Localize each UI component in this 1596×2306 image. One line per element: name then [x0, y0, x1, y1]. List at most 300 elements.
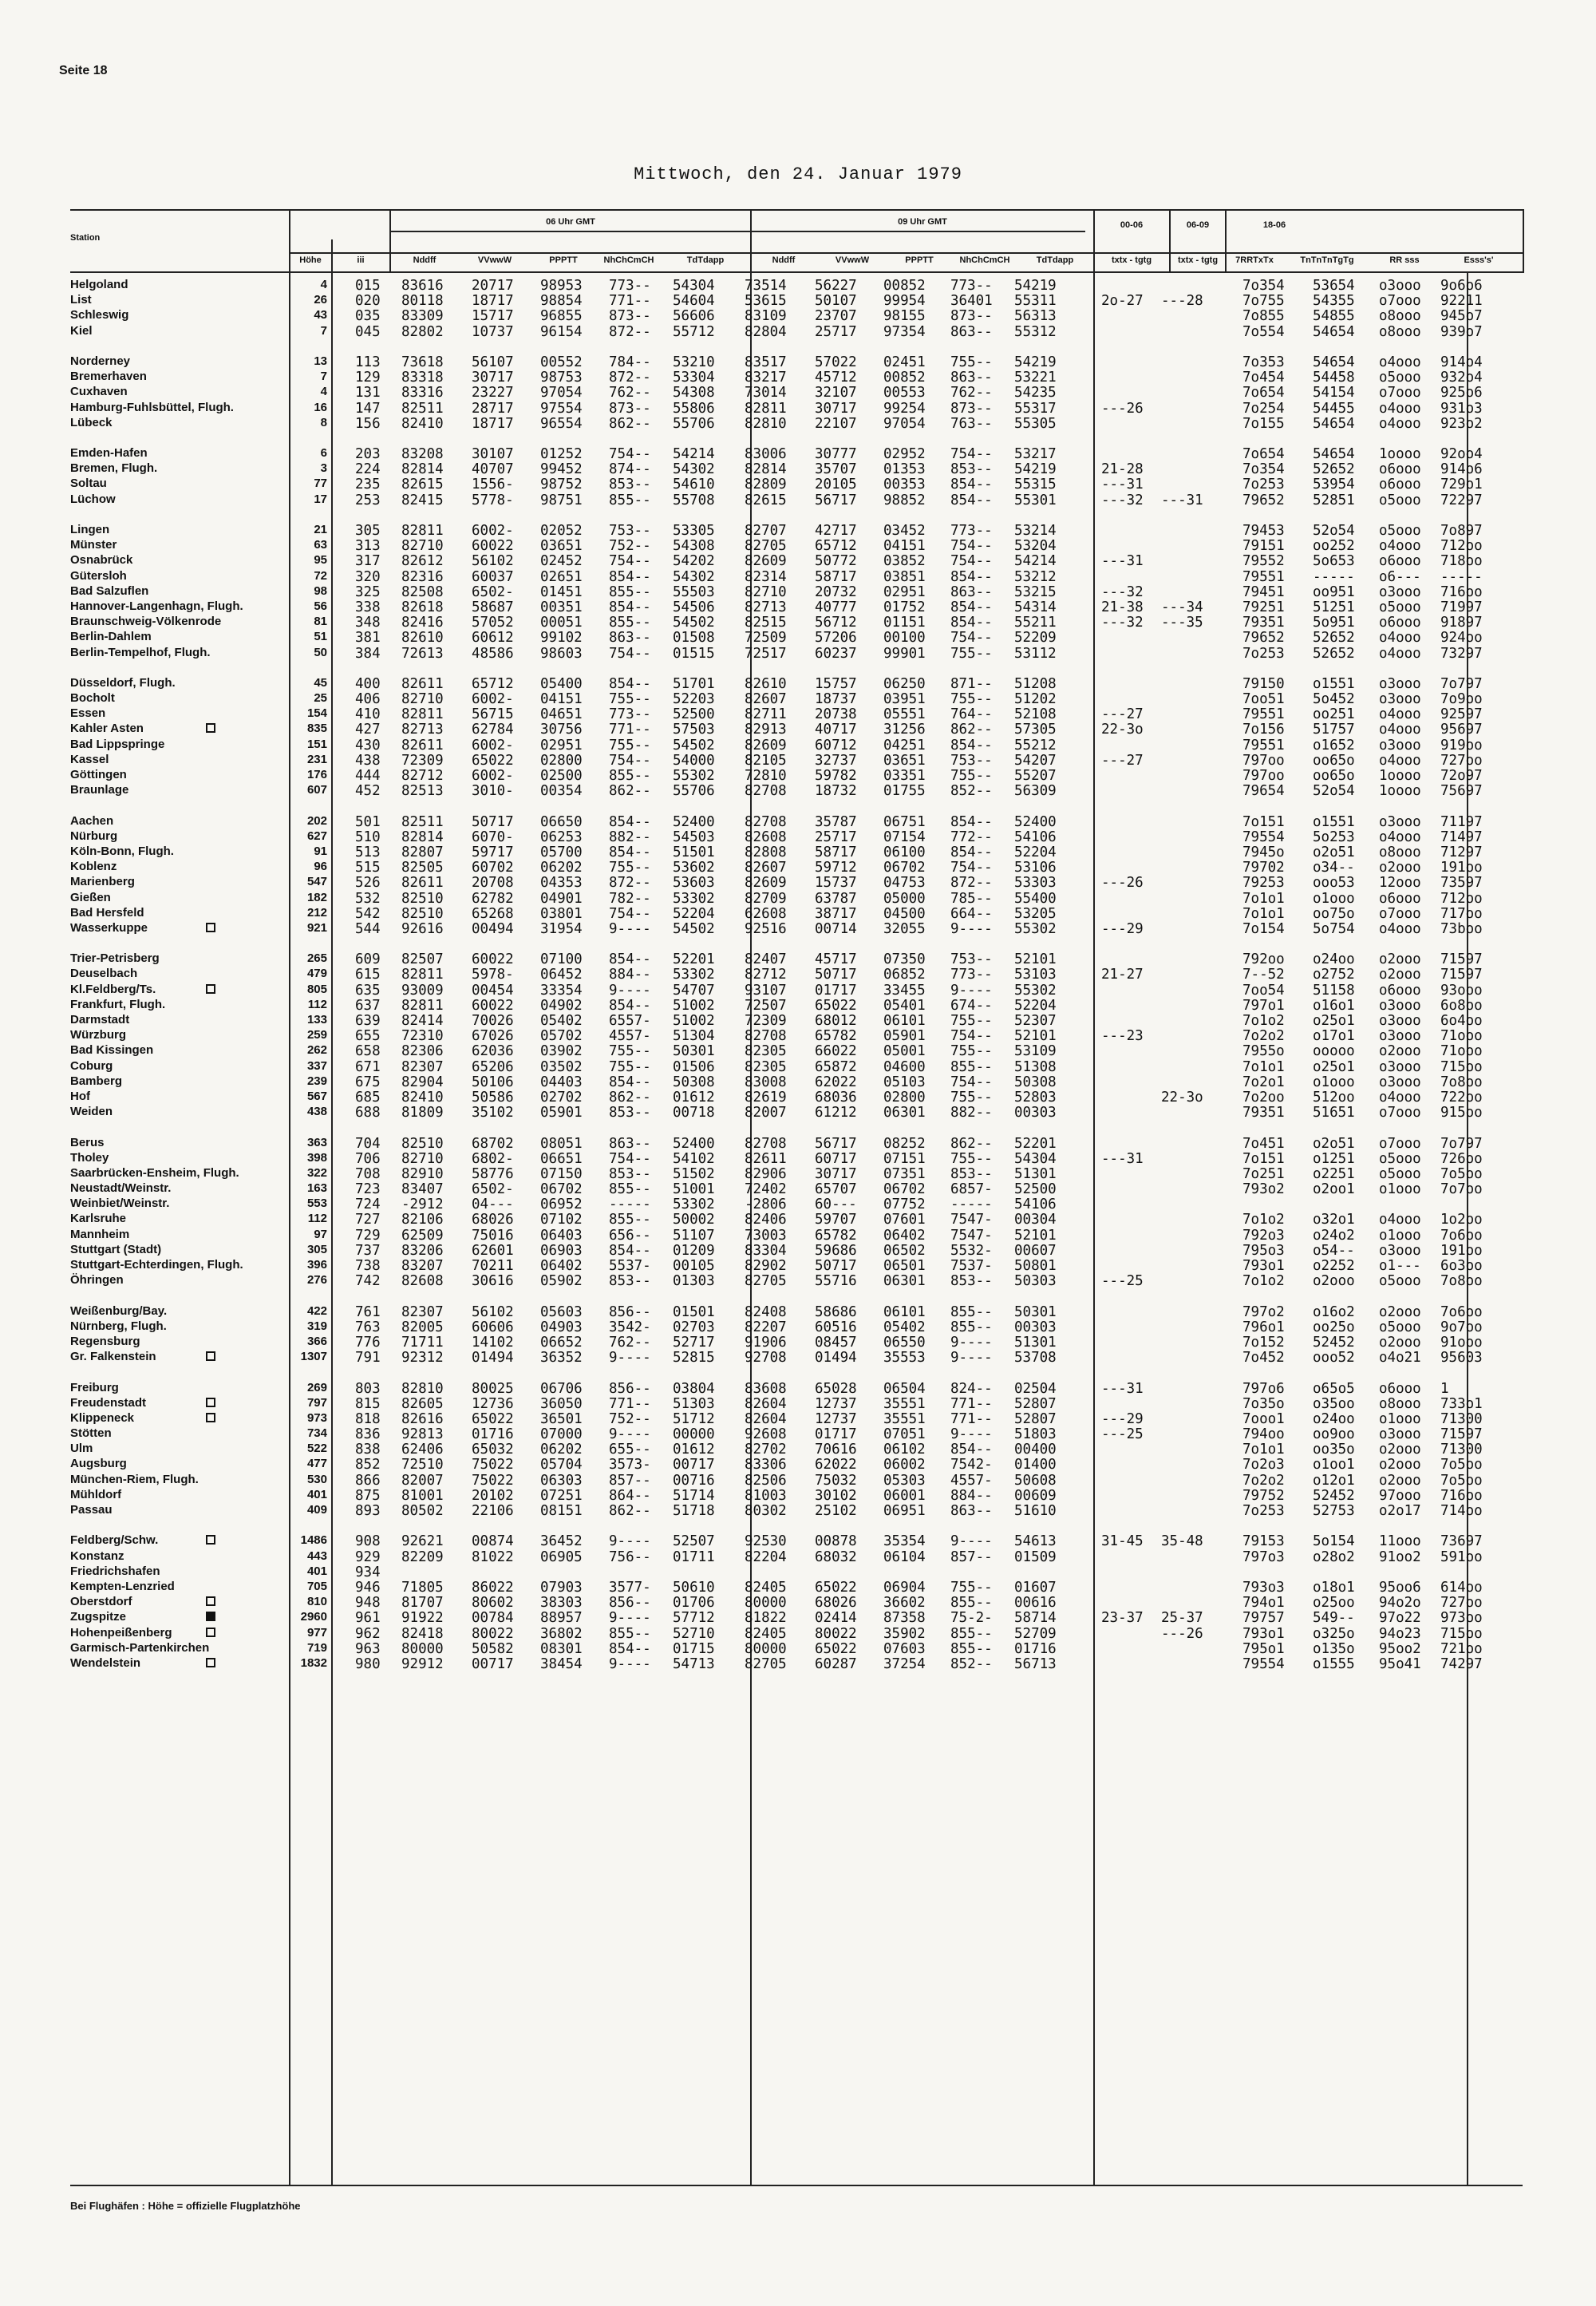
- table-cell: 717oo: [1440, 905, 1483, 922]
- table-cell: 51301: [1014, 1334, 1057, 1351]
- table-cell: 23227: [472, 385, 514, 401]
- station-name: Münster: [70, 538, 117, 552]
- table-cell: 45712: [815, 370, 857, 386]
- table-cell: 515: [355, 860, 381, 876]
- table-cell: o3ooo: [1379, 1058, 1421, 1075]
- table-cell: 7o554: [1242, 323, 1285, 340]
- table-cell: 30102: [815, 1487, 857, 1504]
- table-cell: 948: [355, 1595, 381, 1612]
- table-cell: 02452: [540, 553, 583, 570]
- table-cell: 1oooo: [1379, 783, 1421, 800]
- table-cell: 52209: [1014, 630, 1057, 647]
- table-cell: 973oo: [1440, 1610, 1483, 1627]
- table-cell: 803: [355, 1380, 381, 1397]
- table-cell: 01494: [472, 1350, 514, 1367]
- table-cell: 722oo: [1440, 1089, 1483, 1106]
- table-cell: 06001: [883, 1487, 926, 1504]
- station-height: 45: [314, 675, 327, 690]
- table-cell: 83217: [745, 370, 787, 386]
- table-cell: oo35o: [1313, 1442, 1355, 1458]
- table-cell: 60237: [815, 645, 857, 662]
- mountain-station-icon: [206, 1535, 215, 1545]
- table-cell: 54219: [1014, 278, 1057, 294]
- table-cell: 51308: [1014, 1058, 1057, 1075]
- table-cell: 00852: [883, 278, 926, 294]
- header-col: TdTdapp: [1036, 255, 1074, 265]
- table-cell: o24o2: [1313, 1227, 1355, 1244]
- table-cell: 7o151: [1242, 1150, 1285, 1167]
- table-cell: o4ooo: [1379, 400, 1421, 417]
- table-cell: 32737: [815, 752, 857, 769]
- table-cell: 55207: [1014, 768, 1057, 784]
- table-cell: 82712: [745, 967, 787, 983]
- table-cell: 50301: [673, 1043, 715, 1060]
- table-cell: 00105: [673, 1258, 715, 1274]
- table-cell: 80602: [472, 1595, 514, 1612]
- table-cell: 82814: [745, 461, 787, 478]
- table-cell: 914o4: [1440, 354, 1483, 370]
- table-cell: 06250: [883, 675, 926, 692]
- table-cell: o2252: [1313, 1258, 1355, 1274]
- table-cell: 06702: [883, 1181, 926, 1198]
- station-height: 176: [306, 768, 327, 781]
- table-cell: 82810: [401, 1380, 444, 1397]
- table-cell: o7ooo: [1379, 1105, 1421, 1121]
- table-cell: 02651: [540, 568, 583, 585]
- table-cell: 65206: [472, 1058, 514, 1075]
- table-cell: 893: [355, 1503, 381, 1519]
- table-cell: 07154: [883, 829, 926, 845]
- table-cell: 5o452: [1313, 691, 1355, 708]
- table-cell: 71ooo: [1440, 1028, 1483, 1045]
- station-name: Kl.Feldberg/Ts.: [70, 983, 270, 998]
- table-cell: 50717: [472, 813, 514, 830]
- table-cell: 73boo: [1440, 920, 1483, 937]
- table-cell: 06202: [540, 1442, 583, 1458]
- table-cell: 854--: [609, 844, 651, 860]
- table-cell: 82507: [401, 951, 444, 968]
- table-cell: 3542-: [609, 1319, 651, 1335]
- table-cell: 82604: [745, 1395, 787, 1412]
- table-cell: o2o17: [1379, 1503, 1421, 1519]
- table-cell: 430: [355, 737, 381, 754]
- table-cell: 82610: [745, 675, 787, 692]
- table-cell: 71300: [1440, 1442, 1483, 1458]
- table-cell: 04403: [540, 1074, 583, 1090]
- table-cell: 929: [355, 1549, 381, 1565]
- table-cell: 706: [355, 1150, 381, 1167]
- table-cell: 71711: [401, 1334, 444, 1351]
- table-cell: 98155: [883, 308, 926, 325]
- station-height: 734: [306, 1426, 327, 1441]
- table-cell: 25717: [815, 829, 857, 845]
- table-cell: 04151: [883, 538, 926, 555]
- table-cell: 01506: [673, 1058, 715, 1075]
- table-cell: 6502-: [472, 1181, 514, 1198]
- table-cell: 773--: [950, 278, 993, 294]
- table-cell: 12736: [472, 1395, 514, 1412]
- table-cell: 863--: [950, 370, 993, 386]
- table-cell: 97354: [883, 323, 926, 340]
- row-spacer: [298, 508, 327, 523]
- table-cell: 52652: [1313, 645, 1355, 662]
- station-name: Lingen: [70, 523, 110, 536]
- table-cell: 7o35o: [1242, 1395, 1285, 1412]
- station-height: 26: [314, 293, 327, 307]
- header-col: NhChCmCH: [959, 255, 1010, 265]
- table-cell: 75016: [472, 1227, 514, 1244]
- table-cell: 04251: [883, 737, 926, 754]
- table-cell: 01612: [673, 1442, 715, 1458]
- table-cell: 82007: [745, 1105, 787, 1121]
- table-cell: 07102: [540, 1212, 583, 1228]
- table-cell: 7547-: [950, 1212, 993, 1228]
- table-cell: 772--: [950, 829, 993, 845]
- table-cell: 02702: [540, 1089, 583, 1106]
- table-cell: 797o1: [1242, 997, 1285, 1014]
- table-cell: 674--: [950, 997, 993, 1014]
- station-height: 401: [306, 1564, 327, 1578]
- table-cell: ---31: [1101, 1380, 1144, 1397]
- table-cell: 83517: [745, 354, 787, 370]
- table-cell: 9----: [609, 1426, 651, 1443]
- table-cell: 00303: [1014, 1319, 1057, 1335]
- station-height: 7: [320, 370, 327, 384]
- table-cell: 75022: [472, 1457, 514, 1473]
- table-cell: 82811: [401, 967, 444, 983]
- table-cell: 04500: [883, 905, 926, 922]
- station-height: 81: [314, 615, 327, 629]
- table-cell: 06452: [540, 967, 583, 983]
- table-cell: 729: [355, 1227, 381, 1244]
- table-cell: 72510: [401, 1457, 444, 1473]
- row-spacer: [70, 1518, 270, 1533]
- table-cell: 00400: [1014, 1442, 1057, 1458]
- table-cell: 82005: [401, 1319, 444, 1335]
- table-cell: 79451: [1242, 583, 1285, 600]
- table-cell: 01706: [673, 1595, 715, 1612]
- table-cell: 22106: [472, 1503, 514, 1519]
- table-cell: 874--: [609, 461, 651, 478]
- table-cell: 68026: [472, 1212, 514, 1228]
- table-cell: 06403: [540, 1227, 583, 1244]
- table-cell: 7o5oo: [1440, 1457, 1483, 1473]
- row-spacer: [298, 339, 327, 354]
- table-cell: 54102: [673, 1150, 715, 1167]
- footnote: Bei Flughäfen : Höhe = offizielle Flugplatzhöhe: [70, 2200, 301, 2212]
- table-cell: 82407: [745, 951, 787, 968]
- table-cell: 754--: [950, 860, 993, 876]
- header-col: txtx - tgtg: [1111, 255, 1152, 265]
- table-cell: 74297: [1440, 1655, 1483, 1672]
- table-cell: 18717: [472, 415, 514, 432]
- table-cell: 82807: [401, 844, 444, 860]
- station-name: Trier-Petrisberg: [70, 951, 160, 966]
- table-cell: 82711: [745, 706, 787, 723]
- table-cell: 015: [355, 278, 381, 294]
- station-name: Karlsruhe: [70, 1212, 127, 1226]
- table-cell: ooo52: [1313, 1350, 1355, 1367]
- table-cell: 07752: [883, 1197, 926, 1213]
- table-cell: 773--: [950, 523, 993, 539]
- table-cell: 51107: [673, 1227, 715, 1244]
- table-cell: 82609: [745, 553, 787, 570]
- station-height: 322: [306, 1165, 327, 1180]
- table-cell: ---25: [1101, 1426, 1144, 1443]
- table-cell: 65022: [815, 1579, 857, 1596]
- table-cell: 82611: [401, 875, 444, 892]
- table-cell: 01607: [1014, 1579, 1057, 1596]
- station-name: Mühldorf: [70, 1487, 122, 1501]
- table-cell: 52452: [1313, 1334, 1355, 1351]
- table-cell: oo25o: [1313, 1319, 1355, 1335]
- table-cell: 03351: [883, 768, 926, 784]
- table-cell: 83006: [745, 446, 787, 463]
- table-cell: 946: [355, 1579, 381, 1596]
- mountain-station-icon: [206, 1658, 215, 1667]
- table-cell: 854--: [950, 568, 993, 585]
- table-cell: 53210: [673, 354, 715, 370]
- table-cell: 06952: [540, 1197, 583, 1213]
- table-cell: 52400: [1014, 813, 1057, 830]
- table-cell: 54304: [1014, 1150, 1057, 1167]
- table-cell: 55708: [673, 492, 715, 508]
- table-cell: 82314: [745, 568, 787, 585]
- table-cell: 56102: [472, 553, 514, 570]
- table-cell: 65712: [472, 675, 514, 692]
- table-cell: 73597: [1440, 875, 1483, 892]
- station-name: Lüchow: [70, 492, 116, 506]
- mountain-station-filled-icon: [206, 1612, 215, 1621]
- table-cell: 60022: [472, 538, 514, 555]
- table-cell: 32107: [815, 385, 857, 401]
- station-name: Hannover-Langenhagn, Flugh.: [70, 599, 243, 613]
- row-spacer: [70, 936, 270, 951]
- table-cell: 01501: [673, 1303, 715, 1320]
- table-cell: ---29: [1101, 1410, 1144, 1427]
- table-cell: 753--: [950, 951, 993, 968]
- station-height: 1307: [300, 1350, 327, 1364]
- table-cell: ---31: [1161, 492, 1203, 508]
- table-cell: 88957: [540, 1610, 583, 1627]
- table-cell: 20717: [472, 278, 514, 294]
- table-cell: 962: [355, 1625, 381, 1642]
- mountain-station-icon: [206, 1398, 215, 1407]
- table-cell: 5o653: [1313, 553, 1355, 570]
- table-cell: 2o-27: [1101, 293, 1144, 310]
- table-cell: 7o7oo: [1440, 1181, 1483, 1198]
- station-name: Stuttgart-Echterdingen, Flugh.: [70, 1258, 243, 1272]
- table-cell: 54308: [673, 385, 715, 401]
- table-cell: o1ooo: [1313, 1074, 1355, 1090]
- table-cell: 56717: [815, 1135, 857, 1152]
- table-cell: 253: [355, 492, 381, 508]
- table-cell: 6o4oo: [1440, 1013, 1483, 1029]
- table-cell: 06303: [540, 1472, 583, 1489]
- table-cell: 7o2oo: [1242, 1089, 1285, 1106]
- table-cell: 79654: [1242, 783, 1285, 800]
- station-height: 63: [314, 538, 327, 552]
- table-cell: 87358: [883, 1610, 926, 1627]
- table-cell: 01711: [673, 1549, 715, 1565]
- table-cell: o3ooo: [1379, 675, 1421, 692]
- table-cell: 02951: [883, 583, 926, 600]
- table-cell: o4ooo: [1379, 538, 1421, 555]
- table-cell: 51718: [673, 1503, 715, 1519]
- table-cell: ---26: [1161, 1625, 1203, 1642]
- table-cell: 95oo6: [1379, 1579, 1421, 1596]
- table-cell: 51002: [673, 997, 715, 1014]
- table-cell: 7o654: [1242, 385, 1285, 401]
- table-cell: 639: [355, 1013, 381, 1029]
- table-cell: o2o51: [1313, 1135, 1355, 1152]
- table-cell: 54214: [673, 446, 715, 463]
- table-cell: 07000: [540, 1426, 583, 1443]
- table-cell: 04---: [472, 1197, 514, 1213]
- table-cell: 82814: [401, 461, 444, 478]
- table-cell: o5ooo: [1379, 1319, 1421, 1335]
- station-height: 401: [306, 1487, 327, 1501]
- table-cell: 71300: [1440, 1410, 1483, 1427]
- table-cell: o3ooo: [1379, 1028, 1421, 1045]
- table-cell: 55302: [673, 768, 715, 784]
- table-cell: oo65o: [1313, 768, 1355, 784]
- table-cell: o3ooo: [1379, 583, 1421, 600]
- header-bottom-rule: [70, 271, 1523, 273]
- table-cell: 815: [355, 1395, 381, 1412]
- table-cell: o2ooo: [1379, 967, 1421, 983]
- table-cell: 7o1o2: [1242, 1273, 1285, 1290]
- table-cell: 7o154: [1242, 920, 1285, 937]
- table-cell: o2ooo: [1379, 951, 1421, 968]
- table-cell: 53212: [1014, 568, 1057, 585]
- table-cell: 96855: [540, 308, 583, 325]
- table-cell: 06504: [883, 1380, 926, 1397]
- table-cell: 70026: [472, 1013, 514, 1029]
- table-cell: 82510: [401, 1135, 444, 1152]
- table-cell: 544: [355, 920, 381, 937]
- table-cell: 81809: [401, 1105, 444, 1121]
- station-name: Tholey: [70, 1150, 109, 1165]
- table-cell: o24oo: [1313, 951, 1355, 968]
- table-cell: 7o251: [1242, 1165, 1285, 1182]
- station-name: Augsburg: [70, 1457, 127, 1471]
- table-cell: 65028: [815, 1380, 857, 1397]
- station-name: Freudenstadt: [70, 1396, 270, 1411]
- table-cell: 31256: [883, 722, 926, 738]
- table-cell: 82618: [401, 599, 444, 615]
- table-cell: 51502: [673, 1165, 715, 1182]
- table-cell: 57052: [472, 615, 514, 631]
- table-cell: ---27: [1101, 706, 1144, 723]
- table-cell: -----: [950, 1197, 993, 1213]
- table-cell: o1ooo: [1379, 1410, 1421, 1427]
- table-cell: 871--: [950, 675, 993, 692]
- table-cell: 95oo2: [1379, 1640, 1421, 1657]
- table-cell: 53215: [1014, 583, 1057, 600]
- table-cell: 25717: [815, 323, 857, 340]
- table-cell: 7o1o1: [1242, 890, 1285, 907]
- table-cell: 721oo: [1440, 1640, 1483, 1657]
- table-cell: 04901: [540, 890, 583, 907]
- table-cell: 06104: [883, 1549, 926, 1565]
- station-name: Wasserkuppe: [70, 921, 270, 936]
- table-cell: 92813: [401, 1426, 444, 1443]
- table-cell: 54503: [673, 829, 715, 845]
- table-cell: 873--: [950, 400, 993, 417]
- table-cell: 755--: [609, 691, 651, 708]
- table-cell: 00303: [1014, 1105, 1057, 1121]
- station-name: Bamberg: [70, 1074, 123, 1088]
- table-cell: 79453: [1242, 523, 1285, 539]
- station-height: 163: [306, 1181, 327, 1196]
- table-cell: 53302: [673, 967, 715, 983]
- table-cell: 82619: [745, 1089, 787, 1106]
- table-cell: 792oo: [1242, 951, 1285, 968]
- table-cell: 82608: [401, 1273, 444, 1290]
- table-cell: 53602: [673, 860, 715, 876]
- table-cell: 82913: [745, 722, 787, 738]
- table-cell: 609: [355, 951, 381, 968]
- table-cell: 857--: [609, 1472, 651, 1489]
- table-cell: 50107: [815, 293, 857, 310]
- table-cell: o54--: [1313, 1242, 1355, 1259]
- station-height: 719: [306, 1640, 327, 1655]
- table-cell: 52507: [673, 1533, 715, 1550]
- table-cell: 92312: [401, 1350, 444, 1367]
- table-cell: 82811: [401, 997, 444, 1014]
- table-cell: 15737: [815, 875, 857, 892]
- table-cell: 68026: [815, 1595, 857, 1612]
- table-cell: 7o1o1: [1242, 1058, 1285, 1075]
- table-cell: 939o7: [1440, 323, 1483, 340]
- table-cell: 35902: [883, 1625, 926, 1642]
- table-cell: 71805: [401, 1579, 444, 1596]
- table-cell: 72517: [745, 645, 787, 662]
- table-cell: 68036: [815, 1089, 857, 1106]
- table-cell: o7ooo: [1379, 385, 1421, 401]
- table-cell: 7o253: [1242, 477, 1285, 493]
- table-cell: 7oo54: [1242, 982, 1285, 999]
- table-cell: 857--: [950, 1549, 993, 1565]
- table-cell: 91897: [1440, 615, 1483, 631]
- table-cell: 754--: [950, 1028, 993, 1045]
- table-cell: 755--: [609, 1043, 651, 1060]
- table-cell: 94o2o: [1379, 1595, 1421, 1612]
- table-cell: 82904: [401, 1074, 444, 1090]
- table-cell: 02414: [815, 1610, 857, 1627]
- table-cell: 36050: [540, 1395, 583, 1412]
- table-cell: 54654: [1313, 446, 1355, 463]
- table-cell: 438: [355, 752, 381, 769]
- station-height: 112: [307, 997, 327, 1011]
- table-cell: 726oo: [1440, 1150, 1483, 1167]
- table-cell: 04651: [540, 706, 583, 723]
- table-cell: 83306: [745, 1457, 787, 1473]
- table-cell: 36401: [950, 293, 993, 310]
- table-cell: 53204: [1014, 538, 1057, 555]
- table-cell: 51251: [1313, 599, 1355, 615]
- table-cell: 98953: [540, 278, 583, 294]
- table-cell: 762--: [950, 385, 993, 401]
- table-cell: o35oo: [1313, 1395, 1355, 1412]
- table-cell: 21-27: [1101, 967, 1144, 983]
- table-cell: 03801: [540, 905, 583, 922]
- table-cell: 57305: [1014, 722, 1057, 738]
- table-cell: 855--: [950, 1319, 993, 1335]
- table-cell: 07601: [883, 1212, 926, 1228]
- table-cell: 51701: [673, 675, 715, 692]
